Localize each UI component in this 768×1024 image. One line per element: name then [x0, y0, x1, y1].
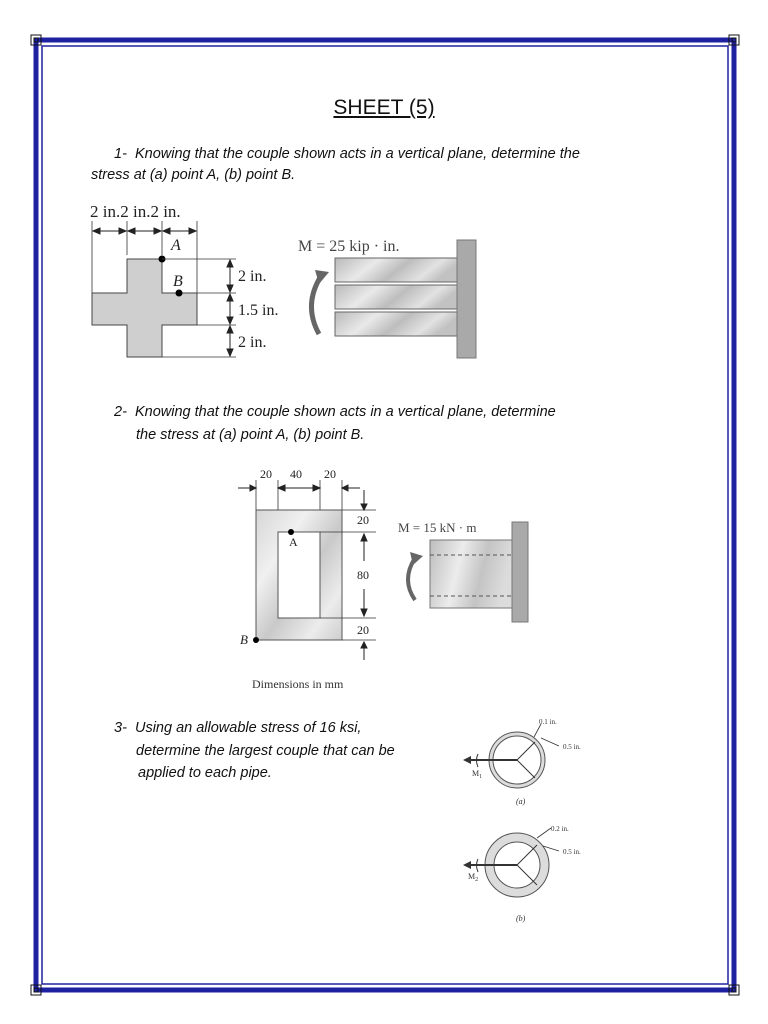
p2-point-b-dot: [253, 637, 259, 643]
problem-3-line-2: determine the largest couple that can be: [136, 743, 395, 759]
pipe-a-caption: (a): [516, 797, 526, 806]
problem-1-number: 1-: [114, 146, 127, 162]
problem-2-line-2: the stress at (a) point A, (b) point B.: [136, 427, 365, 443]
pipe-b-caption: (b): [516, 914, 526, 923]
p2-caption: Dimensions in mm: [252, 677, 344, 691]
p2-dim-80: 80: [357, 568, 369, 582]
problem-1-cross-section-figure: [80, 195, 310, 365]
inner-hole: [278, 532, 320, 618]
problem-2-line-1: [114, 401, 556, 423]
problem-3-number: 3-: [114, 720, 127, 736]
pipe-b-radius: 0.5 in.: [563, 848, 581, 856]
pipe-a-radius: 0.5 in.: [563, 743, 581, 751]
point-b-dot: [176, 290, 183, 297]
problem-3-pipe-a-figure: [455, 712, 605, 812]
p2-dim-40: 40: [290, 467, 302, 481]
problem-1-line-2: stress at (a) point A, (b) point B.: [91, 167, 296, 183]
p2-label-a: A: [289, 535, 298, 549]
p1-label-b: B: [173, 273, 183, 290]
p1-moment-label: M = 25 kip · in.: [298, 238, 400, 255]
problem-1-beam-figure: [295, 230, 485, 365]
problem-2-hollow-section-figure: [230, 458, 380, 693]
p2-dim-20-top: 20: [357, 513, 369, 527]
beam-layer-bottom: [335, 312, 457, 336]
problem-1-line-1: [114, 143, 580, 165]
problem-1-text-1: Knowing that the couple shown acts in a vertical plane, determine the: [134, 146, 580, 162]
wall-support: [457, 240, 476, 358]
problem-3-line-1: [114, 717, 361, 739]
p2-dim-20-bottom: 20: [357, 623, 369, 637]
pipe-b-thickness: 0.2 in.: [551, 825, 569, 833]
p1-dim-2in-bottom: 2 in.: [238, 334, 267, 351]
p2-beam: [430, 540, 512, 608]
p1-label-a: A: [171, 237, 181, 254]
p2-dim-20-right: 20: [324, 467, 336, 481]
pipe-a-thickness: 0.1 in.: [539, 718, 557, 726]
p1-dim-2in-top: 2 in.: [238, 268, 267, 285]
problem-2-text-1: Knowing that the couple shown acts in a vertical plane, determine: [134, 404, 556, 420]
pipe-a-moment-label: $M_1$: [472, 769, 483, 780]
p2-label-b: B: [240, 632, 248, 647]
problem-3-text-1: Using an allowable stress of 16 ksi,: [134, 720, 362, 736]
p2-curved-moment-arrow: [408, 558, 415, 600]
beam-layer-middle: [335, 285, 457, 309]
p2-wall-support: [512, 522, 528, 622]
pipe-b-moment-label: $M_2$: [468, 872, 479, 883]
sheet-title: SHEET (5): [333, 96, 435, 119]
p1-dim-1-5in: 1.5 in.: [238, 302, 279, 319]
problem-2-beam-figure: [395, 512, 535, 627]
problem-2-number: 2-: [114, 404, 127, 420]
p2-moment-label: M = 15 kN · m: [398, 520, 477, 535]
p1-top-dimensions: 2 in.2 in.2 in.: [90, 202, 181, 221]
problem-3-line-3: applied to each pipe.: [138, 765, 272, 781]
beam-layer-top: [335, 258, 457, 282]
problem-3-pipe-b-figure: [455, 818, 605, 930]
p2-dim-20-left: 20: [260, 467, 272, 481]
curved-moment-arrow: [311, 276, 321, 334]
